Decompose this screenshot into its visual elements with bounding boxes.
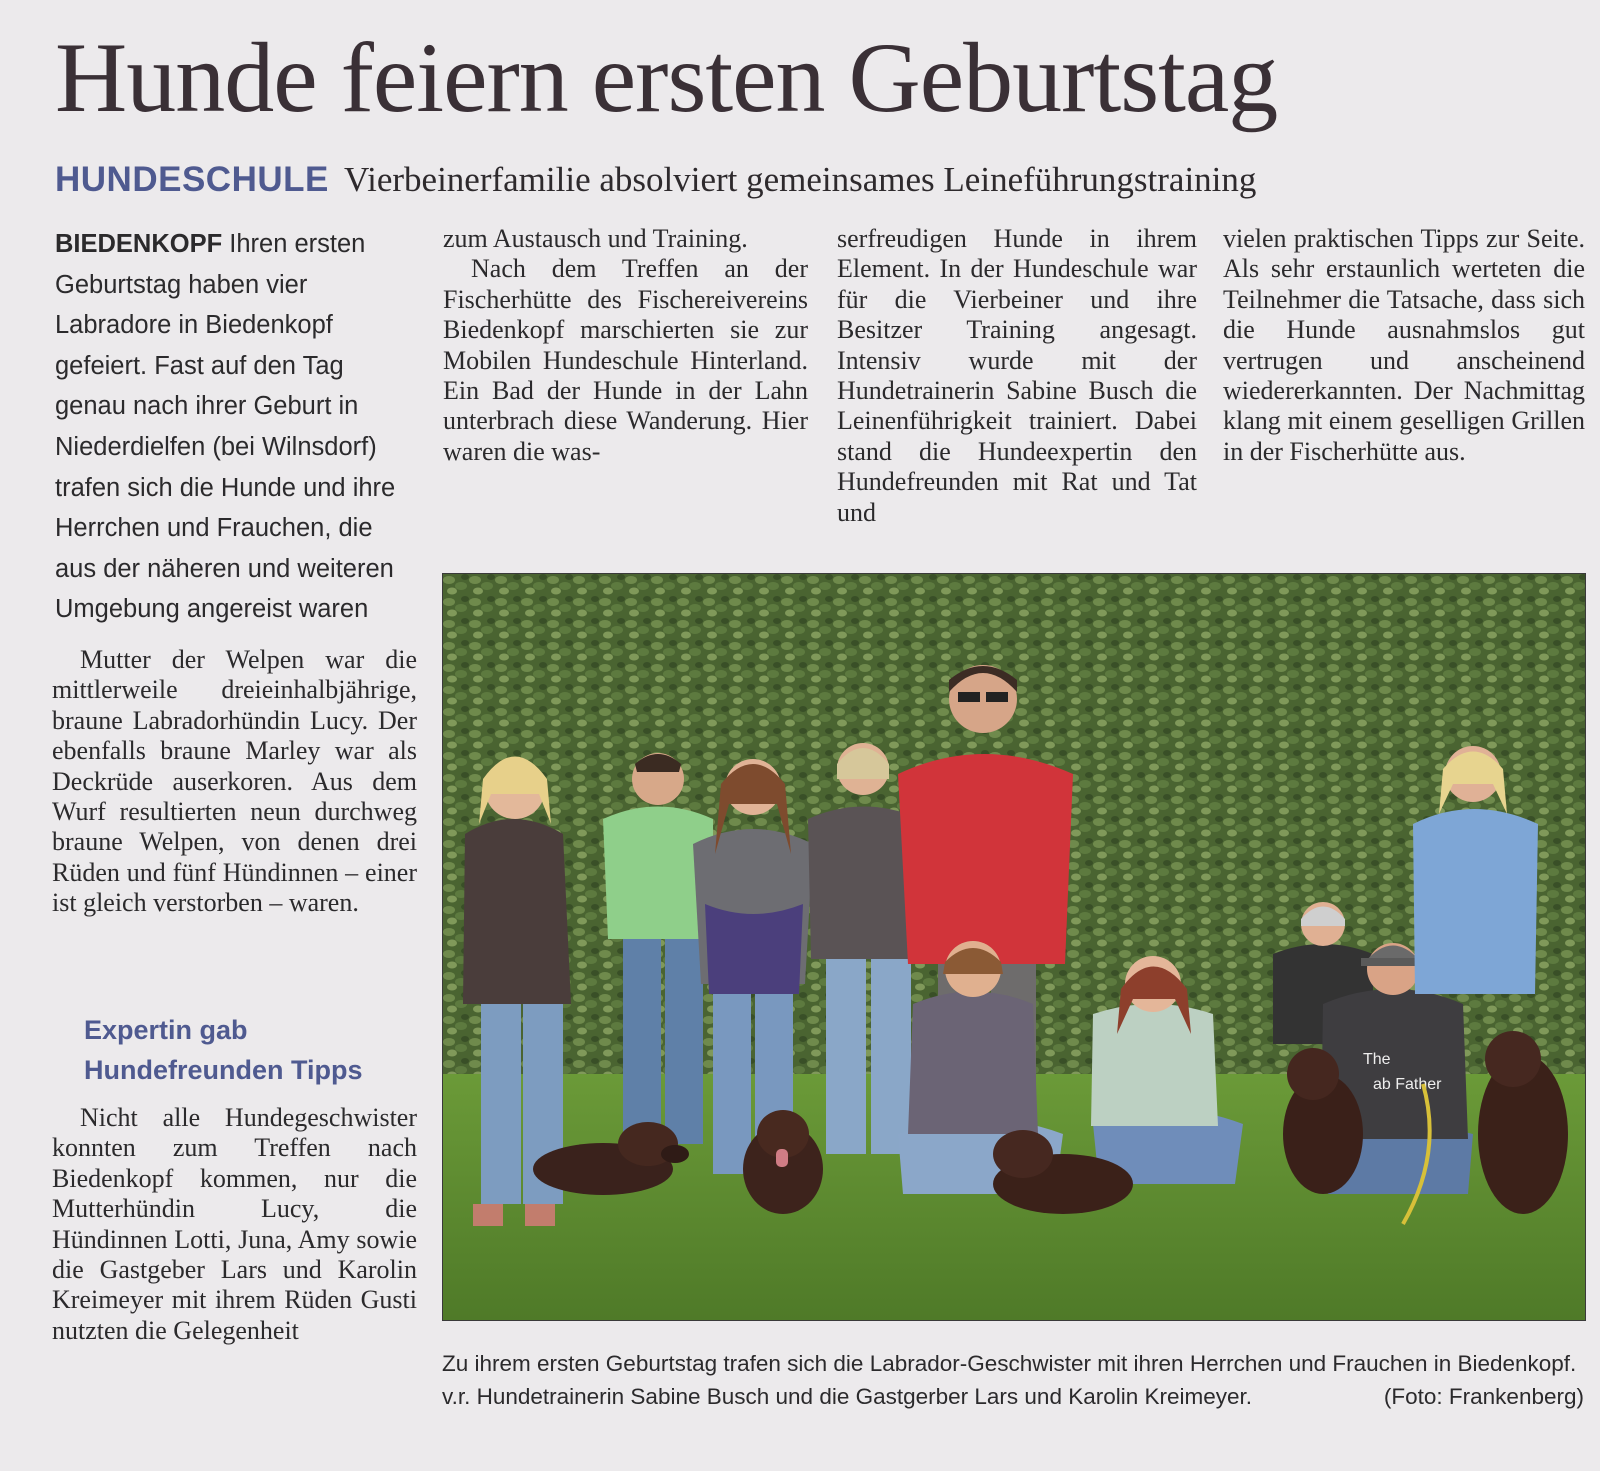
lead-paragraph bbox=[55, 224, 415, 630]
body-column-2 bbox=[443, 224, 808, 467]
photo-caption bbox=[442, 1347, 1584, 1413]
dateline: BIEDENKOPF bbox=[55, 230, 223, 258]
lead-text: Ihren ersten Geburtstag haben vier Labradore in Biedenkopf gefeiert. Fast auf den Tag genau nach ihrer Geburt in Niederdielfen (bei Wilnsdorf) trafen sich die Hunde und ihre Herrchen und Frauchen, die aus der näheren und weiteren Umgebung angereist waren bbox=[55, 230, 396, 624]
body-paragraph: vielen praktischen Tipps zur Seite. Als sehr erstaunlich werteten die Teilnehmer die Tatsache, dass sich die Hunde ausnahmslos gut vertrugen und anscheinend wiedererkannten. Der Nachmittag klang mit einem geselligen Grillen in der Fischerhütte aus. bbox=[1223, 224, 1585, 466]
crosshead: Expertin gab Hundefreunden Tipps bbox=[84, 1015, 363, 1085]
body-paragraph: serfreudigen Hunde in ihrem Element. In der Hundeschule war für die Vierbeiner und ihre Besitzer Training angesagt. Intensiv wurde mit der Hundetrainerin Sabine Busch die Leinenführigkeit trainiert. Dabei stand die Hundeexpertin den Hundefreunden mit Rat und Tat und bbox=[837, 224, 1197, 527]
body-column-1 bbox=[52, 645, 417, 919]
group-photo-illustration bbox=[443, 574, 1585, 1320]
body-column-4 bbox=[1223, 224, 1585, 467]
body-column-3 bbox=[837, 224, 1197, 528]
body-paragraph: Mutter der Welpen war die mittlerweile dreieinhalbjährige, braune Labradorhündin Lucy. Der ebenfalls braune Marley war als Deckrüde auserkoren. Aus dem Wurf resultierten neun durchweg braune Welpen, von denen drei Rüden und fünf Hündinnen – einer ist gleich verstorben – waren. bbox=[52, 645, 417, 918]
body-paragraph: zum Austausch und Training. bbox=[443, 224, 748, 253]
shirt-text-2: ab Father bbox=[1373, 1076, 1442, 1093]
group-photo bbox=[442, 573, 1586, 1321]
photo-credit: (Foto: Frankenberg) bbox=[1383, 1384, 1584, 1409]
body-paragraph: Nicht alle Hundegeschwister konnten zum Treffen nach Biedenkopf kommen, nur die Mutterhündin Lucy, die Hündinnen Lotti, Juna, Amy sowie die Gastgeber Lars und Karolin Kreimeyer mit ihrem Rüden Gusti nutzten die Gelegenheit bbox=[52, 1103, 417, 1345]
body-column-1-continued bbox=[52, 1103, 417, 1346]
kicker: HUNDESCHULE bbox=[55, 160, 329, 199]
subheadline bbox=[55, 160, 1555, 200]
body-paragraph: Nach dem Treffen an der Fischerhütte des Fischereivereins Biedenkopf marschierten sie zur Mobilen Hundeschule Hinterland. Ein Bad der Hunde in der Lahn unterbrach diese Wanderung. Hier waren die was- bbox=[443, 254, 808, 466]
caption-text: Zu ihrem ersten Geburtstag trafen sich die Labrador-Geschwister mit ihren Herrchen und Frauchen in Biedenkopf. v.r. Hundetrainerin Sabine Busch und die Gastgerber Lars und Karolin Kreimeyer. bbox=[442, 1351, 1577, 1409]
headline: Hunde feiern ersten Geburtstag bbox=[55, 22, 1278, 133]
subtitle: Vierbeinerfamilie absolviert gemeinsames Leineführungstraining bbox=[343, 160, 1257, 199]
shirt-text-1: The bbox=[1363, 1051, 1391, 1068]
